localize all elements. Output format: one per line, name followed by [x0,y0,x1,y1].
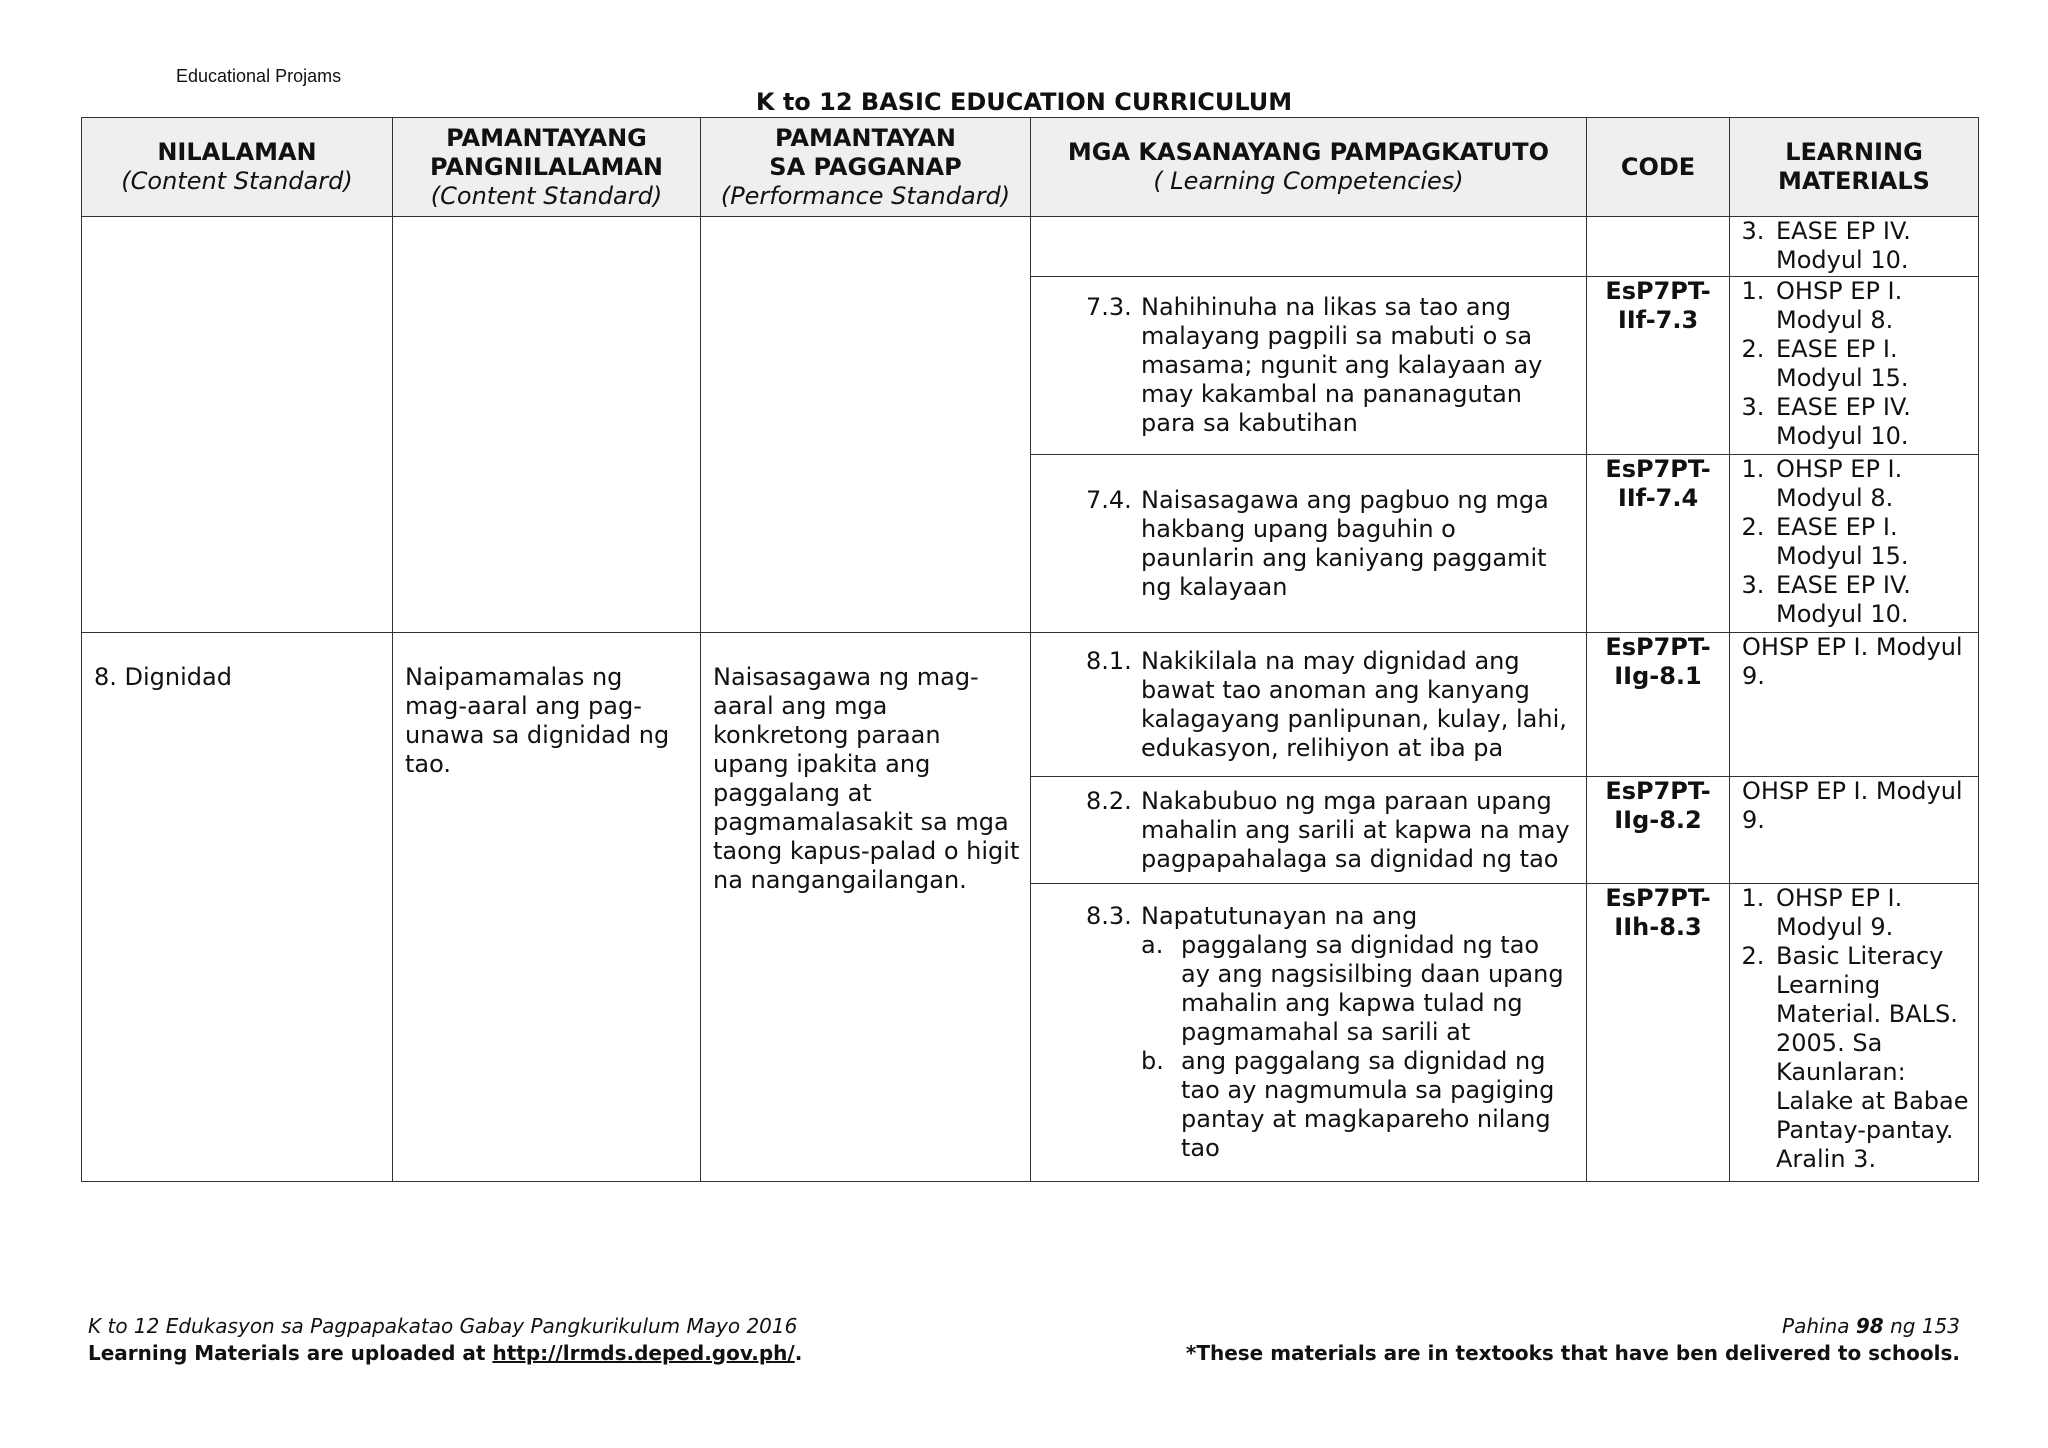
sub-item-text: ang paggalang sa dignidad ng tao ay nagmumula sa pagiging pantay at magkapareho nilang tao [1181,1047,1555,1162]
document-title: K to 12 BASIC EDUCATION CURRICULUM [755,88,1293,116]
competency-number: 7.4. [1086,485,1132,514]
header-competencies-title: MGA KASANAYANG PAMPAGKATUTO [1067,138,1550,166]
material-item: 1. OHSP EP I. Modyul 8. [1772,455,1972,513]
content-standard-cell [393,633,701,1182]
sub-item-text: paggalang sa dignidad ng tao ay ang nagsisilbing daan upang mahalin ang kapwa tulad ng pagmamahal sa sarili at [1181,931,1564,1046]
material-item: 1. OHSP EP I. Modyul 9. [1772,884,1972,942]
header-performance-subtitle: (Performance Standard) [720,181,1011,210]
competency-number: 7.3. [1086,293,1132,321]
material-item: 2. EASE EP I. Modyul 15. [1772,513,1972,571]
material-item: OHSP EP I. Modyul 9. [1742,633,1963,690]
material-item: 3. EASE EP IV. Modyul 10. [1772,217,1972,275]
materials-list [1730,455,1978,629]
footer-guide-title: K to 12 Edukasyon sa Pagpapakatao Gabay Pangkurikulum Mayo 2016 [88,1314,798,1338]
materials-cell [1730,777,1979,884]
header-content-standard-title-2: PANGNILALAMAN [429,152,664,181]
content-cell [82,217,393,633]
table-row [82,217,1979,277]
competency-cell [1031,777,1587,884]
code-cell [1587,884,1730,1182]
curriculum-table [81,117,1979,1182]
competency-cell [1031,633,1587,777]
footer-upload-suffix: . [794,1341,803,1365]
header-code-title: CODE [1620,152,1696,181]
materials-list [1730,277,1978,451]
sub-item-label: b. [1141,1047,1164,1075]
table-row [82,633,1979,777]
sub-item-label: a. [1141,931,1164,959]
competency-cell [1031,217,1587,277]
performance-standard-text: Naisasagawa ng mag-aaral ang mga konkretong paraan upang ipakita ang paggalang at pagmamalasakit sa mga taong kapus-palad o higit na nangangailangan. [713,663,1020,894]
header-performance-title-1: PAMANTAYAN [774,123,957,152]
header-code [1587,118,1730,217]
code-line-1: EsP7PT- [1605,777,1711,805]
code-line-1: EsP7PT- [1605,884,1711,912]
competency-text: Naisasagawa ang pagbuo ng mga hakbang upang baguhin o paunlarin ang kaniyang paggamit ng kalayaan [1141,485,1549,601]
header-competencies [1031,118,1587,217]
code-line-2: IIf-7.4 [1617,484,1699,512]
materials-cell [1730,633,1979,777]
footer-left [88,1313,802,1367]
header-materials-title-1: LEARNING [1785,138,1923,166]
sub-item-b [1141,1047,1574,1163]
competency-text: Napatutunayan na ang [1141,902,1418,930]
header-performance-title-2: SA PAGGANAP [769,152,962,181]
watermark: Educational Projams [176,66,342,86]
material-item: 1. OHSP EP I. Modyul 8. [1772,277,1972,335]
code-line-1: EsP7PT- [1605,633,1711,661]
content-cell [82,633,393,1182]
page-prefix: Pahina [1782,1314,1856,1338]
code-line-2: IIh-8.3 [1614,913,1702,941]
header-content-subtitle: (Content Standard) [121,167,353,195]
footer-upload-note [88,1340,802,1367]
lrmds-link[interactable]: http://lrmds.deped.gov.ph/ [492,1341,795,1365]
content-standard-text: Naipamamalas ng mag-aaral ang pag-unawa sa dignidad ng tao. [405,663,670,778]
competency-number: 8.2. [1086,786,1132,815]
competency-number: 8.3. [1086,902,1132,930]
competency-number: 8.1. [1086,646,1132,675]
content-text: 8. Dignidad [94,663,232,691]
footer-materials-note: *These materials are in textooks that have ben delivered to schools. [1185,1341,1960,1365]
code-cell [1587,455,1730,633]
header-row [82,118,1979,217]
header-performance-standard [701,118,1031,217]
page-number: 98 [1855,1314,1884,1338]
code-cell [1587,217,1730,277]
header-materials-title-2: MATERIALS [1778,167,1930,195]
page-suffix: ng 153 [1883,1314,1960,1338]
code-line-2: IIf-7.3 [1617,306,1699,334]
competency-cell [1031,277,1587,455]
competency-cell [1031,884,1587,1182]
code-cell [1587,633,1730,777]
materials-cell [1730,455,1979,633]
material-item: OHSP EP I. Modyul 9. [1742,777,1963,834]
materials-list [1730,217,1978,275]
header-content-title: NILALAMAN [157,138,317,166]
materials-cell [1730,884,1979,1182]
performance-standard-cell [701,217,1031,633]
competency-text: Nahihinuha na likas sa tao ang malayang pagpili sa mabuti o sa masama; ngunit ang kalayaan ay may kakambal na pananagutan para sa kabutihan [1141,293,1543,437]
footer-upload-prefix: Learning Materials are uploaded at [88,1341,493,1365]
code-line-1: EsP7PT- [1605,277,1711,305]
code-line-2: IIg-8.2 [1614,806,1702,834]
performance-standard-cell [701,633,1031,1182]
code-line-2: IIg-8.1 [1614,662,1702,690]
page-indicator [1186,1313,1960,1340]
code-cell [1587,277,1730,455]
code-line-1: EsP7PT- [1605,455,1711,483]
content-standard-cell [393,217,701,633]
code-cell [1587,777,1730,884]
footer-right [1186,1313,1960,1367]
header-competencies-subtitle: ( Learning Competencies) [1153,167,1464,195]
materials-list [1730,884,1978,1174]
material-item: 3. EASE EP IV. Modyul 10. [1772,571,1972,629]
header-content [82,118,393,217]
material-item: 2. Basic Literacy Learning Material. BALS. 2005. Sa Kaunlaran: Lalake at Babae Pantay-pantay. Aralin 3. [1772,942,1972,1174]
sub-item-a [1141,931,1574,1047]
header-materials [1730,118,1979,217]
header-content-standard-subtitle: (Content Standard) [430,181,663,210]
competency-text: Nakikilala na may dignidad ang bawat tao anoman ang kanyang kalagayang panlipunan, kulay, lahi, edukasyon, relihiyon at iba pa [1141,646,1567,762]
header-content-standard-title-1: PAMANTAYANG [446,123,647,152]
material-item: 2. EASE EP I. Modyul 15. [1772,335,1972,393]
competency-text: Nakabubuo ng mga paraan upang mahalin ang sarili at kapwa na may pagpapahalaga sa dignidad ng tao [1141,786,1570,873]
material-item: 3. EASE EP IV. Modyul 10. [1772,393,1972,451]
materials-cell [1730,217,1979,277]
header-content-standard [393,118,701,217]
materials-cell [1730,277,1979,455]
competency-cell [1031,455,1587,633]
